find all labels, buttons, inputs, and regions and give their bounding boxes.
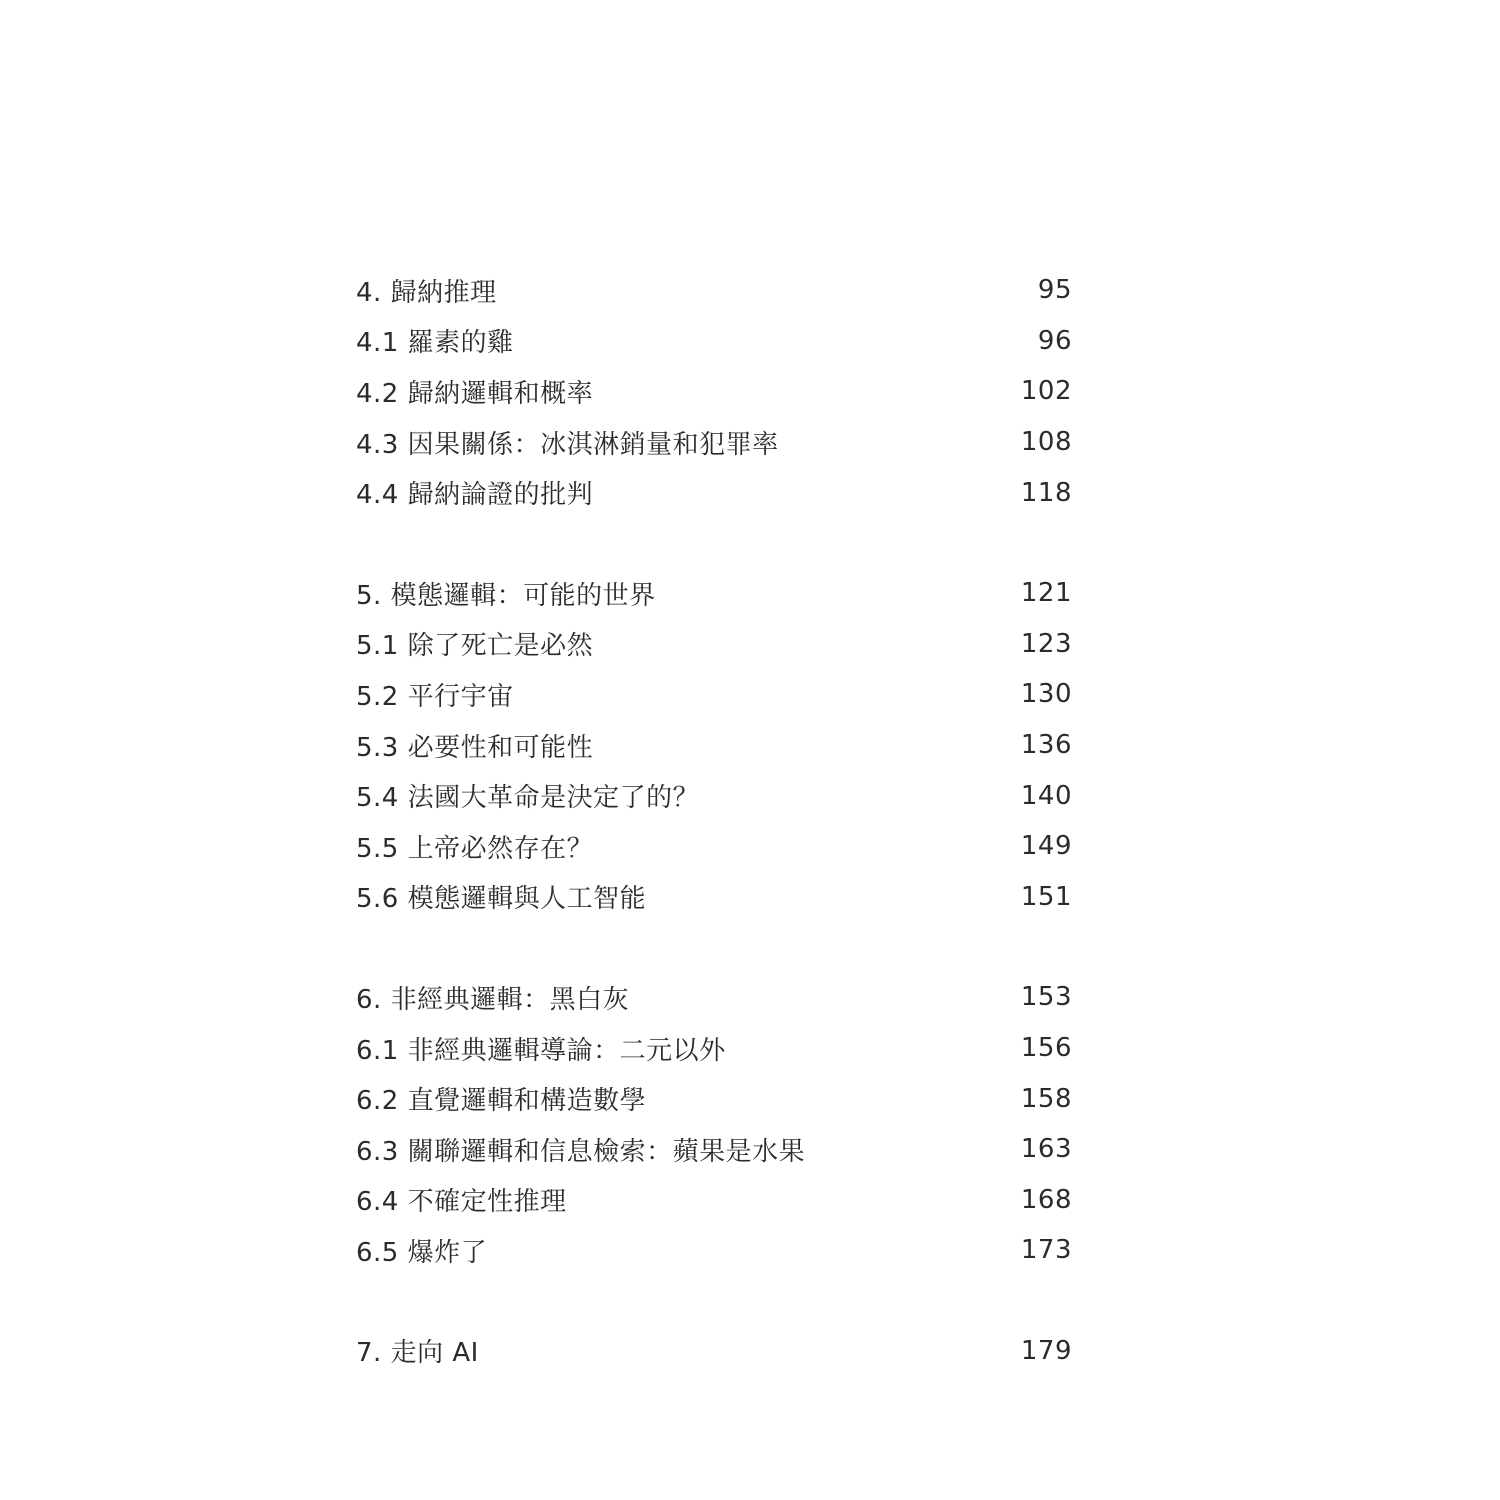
toc-entry-page: 108 [1020,427,1072,458]
toc-entry-page: 153 [1020,982,1072,1013]
toc-entry-page: 130 [1020,679,1072,710]
toc-entry-title: 5.6 模態邏輯與人工智能 [356,884,647,915]
toc-entry-page: 102 [1020,376,1072,407]
toc-entry-page: 173 [1020,1235,1072,1266]
toc-entry-title: 6.2 直覺邏輯和構造數學 [356,1086,647,1117]
toc-entry-title: 4.4 歸納論證的批判 [356,480,594,511]
toc-entry-title: 4.1 羅素的雞 [356,328,514,359]
toc-entry [356,972,1072,1023]
toc-entry-title: 4. 歸納推理 [356,277,497,308]
toc-entry [356,669,1072,720]
toc-entry-title: 6. 非經典邏輯：黑白灰 [356,984,630,1015]
toc-entry [356,568,1072,619]
toc-entry [356,720,1072,771]
toc-entry-page: 156 [1020,1033,1072,1064]
toc-entry [356,770,1072,821]
toc-entry-title: 4.3 因果關係：冰淇淋銷量和犯罪率 [356,429,779,460]
toc-entry [356,1073,1072,1124]
toc-entry-title: 6.3 關聯邏輯和信息檢索：蘋果是水果 [356,1136,806,1167]
toc-entry-page: 123 [1020,628,1072,659]
toc-section-chapter-4 [356,265,1072,518]
toc-entry [356,1225,1072,1276]
toc-entry-title: 5.1 除了死亡是必然 [356,631,594,662]
toc-entry [356,1175,1072,1226]
toc-entry-page: 158 [1020,1083,1072,1114]
toc-entry [356,821,1072,872]
toc-entry-page: 151 [1020,881,1072,912]
toc-entry-title: 5.2 平行宇宙 [356,681,514,712]
toc-entry-title: 5. 模態邏輯：可能的世界 [356,580,656,611]
toc-entry-page: 121 [1020,578,1072,609]
toc-entry-title: 6.4 不確定性推理 [356,1187,567,1218]
toc-entry-title: 5.3 必要性和可能性 [356,732,594,763]
toc-entry-title: 5.5 上帝必然存在？ [356,833,594,864]
toc-entry-page: 140 [1020,780,1072,811]
toc-entry-page: 163 [1020,1134,1072,1165]
toc-entry [356,316,1072,367]
toc-section-chapter-7 [356,1326,1072,1377]
toc-entry-page: 118 [1020,477,1072,508]
toc-entry [356,417,1072,468]
toc-section-chapter-6 [356,972,1072,1276]
toc-entry-page: 168 [1020,1184,1072,1215]
toc-entry [356,467,1072,518]
toc-section-chapter-5 [356,568,1072,922]
toc-entry-page: 179 [1020,1335,1072,1366]
toc-entry-title: 5.4 法國大革命是決定了的？ [356,783,700,814]
toc-entry [356,366,1072,417]
toc-entry [356,872,1072,923]
toc-entry-title: 6.1 非經典邏輯導論：二元以外 [356,1035,726,1066]
toc-entry-title: 4.2 歸納邏輯和概率 [356,378,594,409]
toc-entry [356,1023,1072,1074]
table-of-contents [356,265,1072,1376]
toc-entry-page: 136 [1020,730,1072,761]
toc-entry-page: 95 [1037,275,1072,306]
toc-entry-title: 6.5 爆炸了 [356,1237,488,1268]
toc-entry [356,1326,1072,1377]
toc-entry-page: 96 [1037,325,1072,356]
toc-entry [356,265,1072,316]
toc-entry-title: 7. 走向 AI [356,1338,479,1369]
toc-entry [356,1124,1072,1175]
toc-entry-page: 149 [1020,831,1072,862]
toc-entry [356,619,1072,670]
